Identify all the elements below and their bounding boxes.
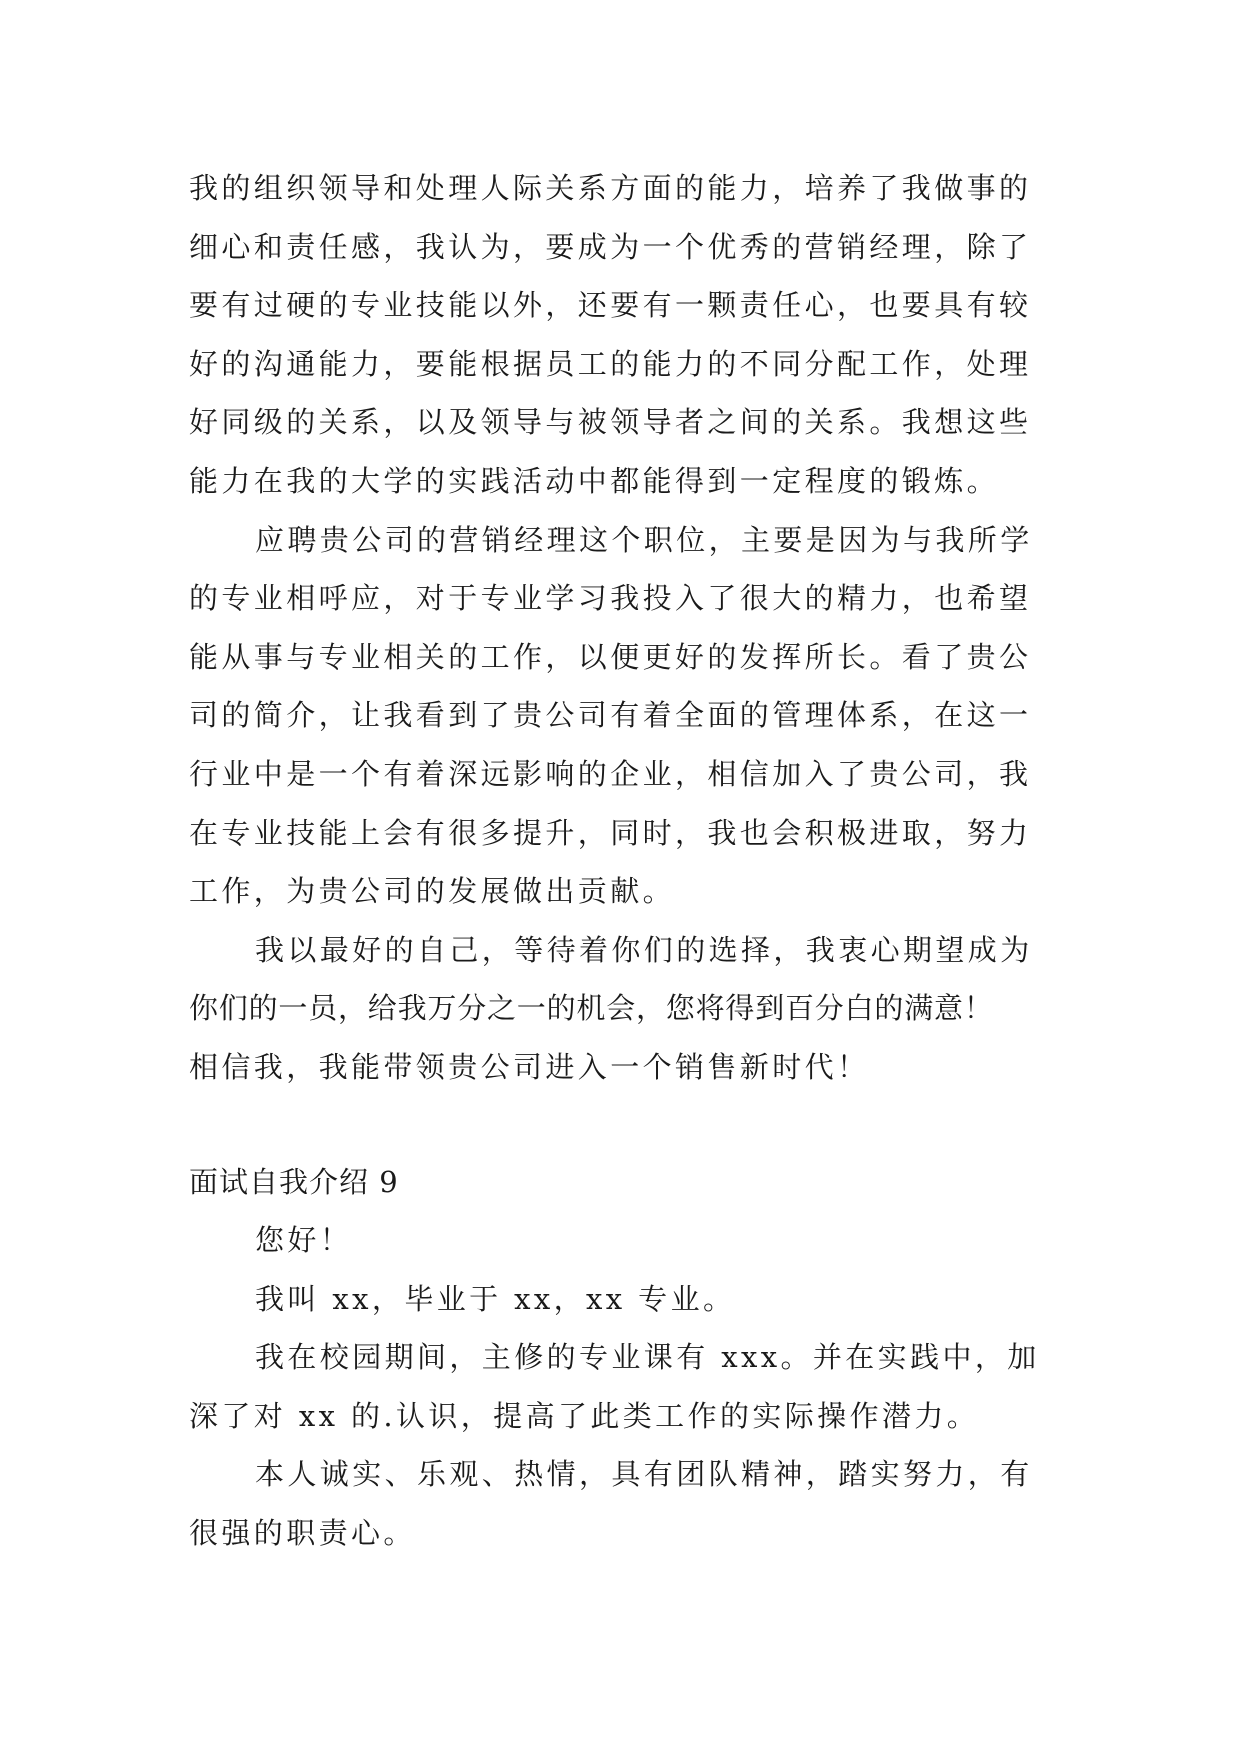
paragraph-studies [189,1328,1053,1445]
text-line: 很强的职责心。 [189,1516,416,1551]
text-line: 你们的一员，给我万分之一的机会，您将得到百分白的满意！ [189,991,994,1026]
text-line: 能力在我的大学的实践活动中都能得到一定程度的锻炼。 [189,463,1000,498]
paragraph-greeting [189,1211,1053,1270]
text-line: 我以最好的自己，等待着你们的选择，我衷心期望成为 [255,932,1033,967]
text-line: 的专业相呼应，对于专业学习我投入了很大的精力，也希望 [189,581,1032,616]
text-line: 应聘贵公司的营销经理这个职位，主要是因为与我所学 [255,522,1033,557]
paragraph-closing [189,921,1053,1097]
text-line: 我的组织领导和处理人际关系方面的能力，培养了我做事的 [189,171,1032,205]
text-line: 好的沟通能力，要能根据员工的能力的不同分配工作，处理 [189,346,1032,381]
paragraph-name [189,1270,1053,1329]
text-line: 行业中是一个有着深远影响的企业，相信加入了贵公司，我 [189,756,1032,791]
text-line: 能从事与专业相关的工作，以便更好的发挥所长。看了贵公 [189,639,1032,674]
section-heading: 面试自我介绍 9 [189,1164,399,1199]
text-line: 我在校园期间，主修的专业课有 xxx。并在实践中，加 [255,1340,1040,1375]
text-line: 我叫 xx，毕业于 xx，xx 专业。 [255,1281,736,1316]
text-line: 司的简介，让我看到了贵公司有着全面的管理体系，在这一 [189,698,1032,733]
text-line: 本人诚实、乐观、热情，具有团队精神，踏实努力，有 [255,1457,1033,1492]
paragraph-application-reason [189,511,1053,921]
text-line: 要有过硬的专业技能以外，还要有一颗责任心，也要具有较 [189,288,1032,323]
text-line: 细心和责任感，我认为，要成为一个优秀的营销经理，除了 [189,229,1032,264]
text-line: 工作，为贵公司的发展做出贡献。 [189,874,676,909]
document-body [189,159,1053,1563]
text-line: 在专业技能上会有很多提升，同时，我也会积极进取，努力 [189,815,1032,850]
text-line: 深了对 xx 的.认识，提高了此类工作的实际操作潜力。 [189,1398,980,1433]
text-line: 好同级的关系，以及领导与被领导者之间的关系。我想这些 [189,405,1032,440]
paragraph-leadership [189,159,1053,511]
text-line: 相信我，我能带领贵公司进入一个销售新时代！ [189,1049,870,1084]
text-line: 您好！ [255,1223,353,1258]
paragraph-character [189,1445,1053,1562]
